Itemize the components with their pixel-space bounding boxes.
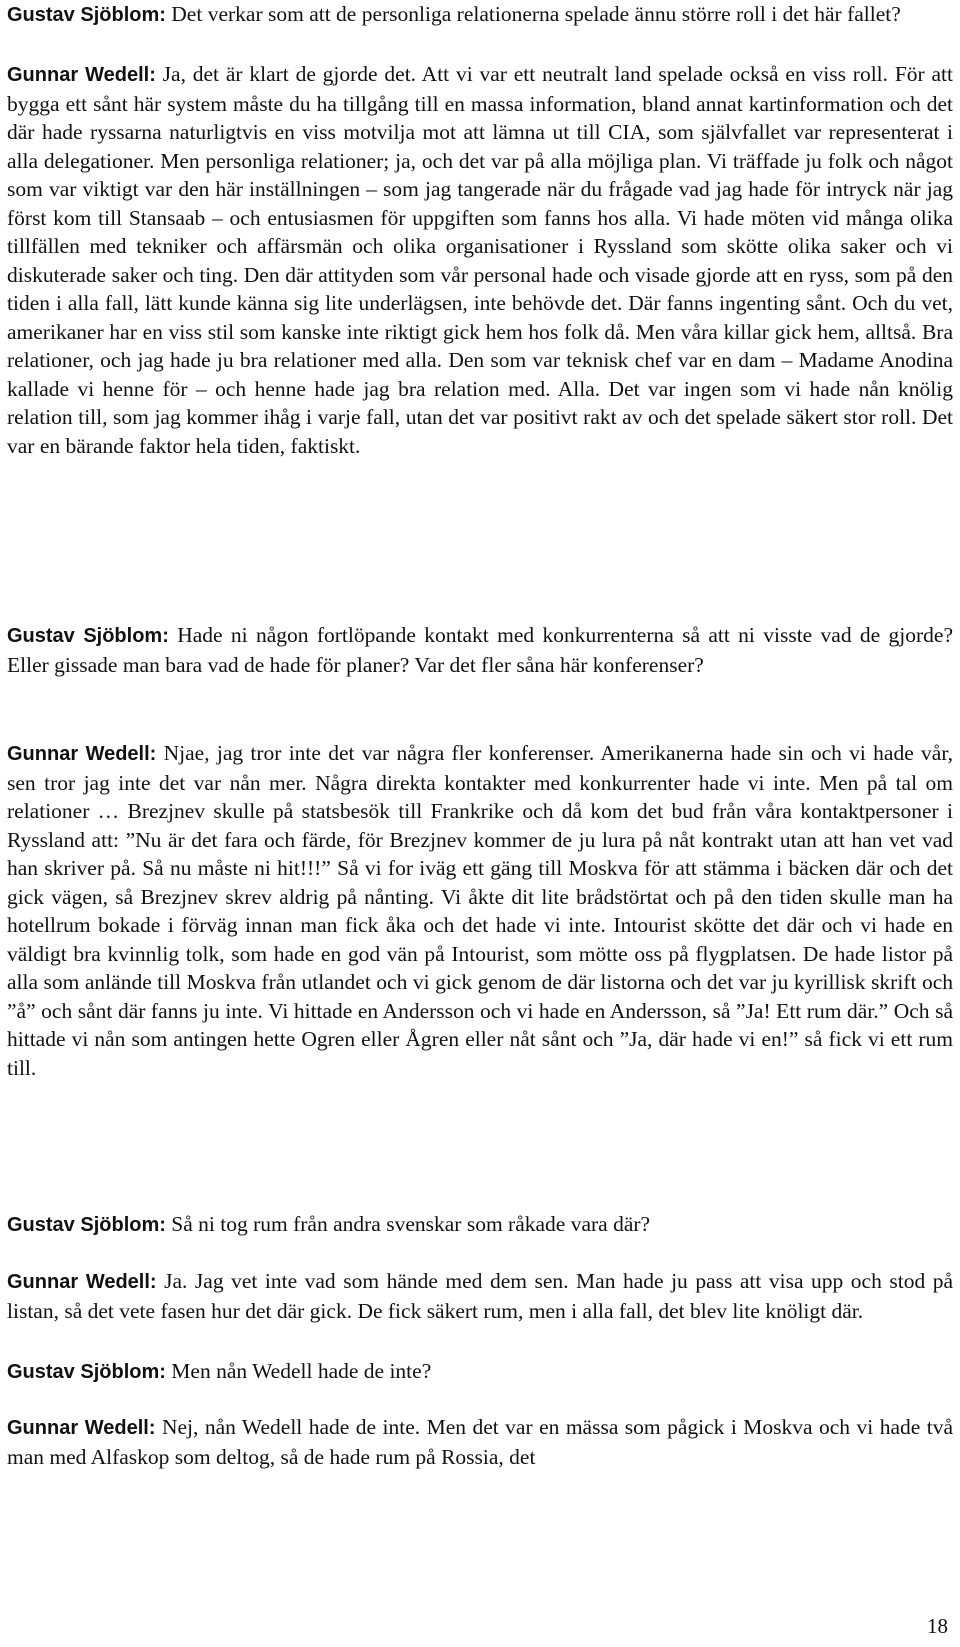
speaker-label: Gustav Sjöblom: bbox=[7, 1361, 166, 1383]
turn-text: Ja. Jag vet inte vad som hände med dem sen. Man hade ju pass att visa upp och stod på listan, så det vete fasen hur det där gick. De fick säkert rum, men i alla fall, det blev lite knöligt där. bbox=[7, 1269, 954, 1323]
turn-text: Ja, det är klart de gjorde det. Att vi var ett neutralt land spelade också en viss roll. För att bygga ett sånt här system måste du ha tillgång till en massa information, bland annat kartinformation och det där hade ryssarna naturligtvis en viss motvilja mot att lämna ut till CIA, som självfallet var representerat i alla delegationer. Men personliga relationer; ja, och det var på alla möjliga plan. Vi träffade ju folk och något som var viktigt var den här inställningen – som jag tangerade när du frågade vad jag hade för intryck när jag först kom till Stansaab – och entusiasmen för uppgiften som fanns hos alla. Vi hade möten vid många olika tillfällen med tekniker och affärsmän och olika organisationer i Ryssland som skötte olika saker och vi diskuterade saker och ting. Den där attityden som vår personal hade och visade gjorde att en ryss, som på den tiden i alla fall, lätt kunde känna sig lite underlägsen, inte behövde det. Där fanns ingenting sånt. Och du vet, amerikaner har en viss stil som kanske inte riktigt gick hem hos folk då. Men våra killar gick hem, alltså. Bra relationer, och jag hade ju bra relationer med alla. Den som var teknisk chef var en dam – Madame Anodina kallade vi henne för – och henne hade jag bra relation med. Alla. Det var ingen som vi hade nån knölig relation till, som jag kommer ihåg i varje fall, utan det var positivt rakt av och det spelade säkert stor roll. Det var en bärande faktor hela tiden, faktiskt. bbox=[7, 62, 953, 458]
speaker-label: Gunnar Wedell: bbox=[7, 1417, 156, 1439]
transcript-turn bbox=[7, 739, 953, 1082]
turn-text: Nej, nån Wedell hade de inte. Men det var en mässa som pågick i Moskva och vi hade två man med Alfaskop som deltog, så de hade rum på Rossia, det bbox=[7, 1415, 953, 1469]
turn-text: Det verkar som att de personliga relationerna spelade ännu större roll i det här fallet? bbox=[171, 2, 901, 26]
speaker-label: Gustav Sjöblom: bbox=[7, 1214, 166, 1236]
page-number: 18 bbox=[927, 1614, 948, 1638]
transcript-turn bbox=[7, 60, 953, 460]
transcript-turn bbox=[7, 1357, 431, 1387]
transcript-turn bbox=[7, 1413, 953, 1471]
transcript-turn bbox=[7, 621, 953, 679]
speaker-label: Gustav Sjöblom: bbox=[7, 625, 169, 647]
turn-text: Så ni tog rum från andra svenskar som råkade vara där? bbox=[171, 1212, 651, 1236]
turn-text: Hade ni någon fortlöpande kontakt med konkurrenterna så att ni visste vad de gjorde? Eller gissade man bara vad de hade för planer? Var det fler såna här konferenser? bbox=[7, 623, 954, 677]
transcript-turn bbox=[7, 1267, 953, 1325]
speaker-label: Gunnar Wedell: bbox=[7, 64, 156, 86]
transcript-turn bbox=[7, 0, 901, 30]
turn-text: Njae, jag tror inte det var några fler konferenser. Amerikanerna hade sin och vi hade vår, sen tror jag inte det var nån mer. Några direkta kontakter med konkurrenter hade vi inte. Men på tal om relationer … Brezjnev skulle på statsbesök till Frankrike och då kom det bud från våra kontaktpersoner i Ryssland att: ”Nu är det fara och färde, för Brezjnev kommer de ju lura på nåt kontrakt utan att han vet vad han skriver på. Så nu måste ni hit!!!” Så vi for iväg ett gäng till Moskva för att stämma i bäcken där och det gick vägen, så Brezjnev skrev aldrig på nånting. Vi åkte dit lite brådstörtat och på den tiden skulle man ha hotellrum bokade i förväg innan man fick åka och det hade vi inte. Intourist skötte det där och vi hade en väldigt bra kvinnlig tolk, som hade en god vän på Intourist, som mötte oss på flygplatsen. De hade listor på alla som anlände till Moskva från utlandet och vi gick genom de där listorna och det var ju kyrillisk skrift och ”å” och sånt där fanns ju inte. Vi hittade en Andersson och vi hade en Andersson, så ”Ja! Ett rum där.” Och så hittade vi nån som antingen hette Ogren eller Ågren eller nåt sånt och ”Ja, där hade vi en!” så fick vi ett rum till. bbox=[7, 741, 954, 1080]
turn-text: Men nån Wedell hade de inte? bbox=[171, 1359, 432, 1383]
speaker-label: Gunnar Wedell: bbox=[7, 743, 157, 765]
speaker-label: Gunnar Wedell: bbox=[7, 1271, 157, 1293]
transcript-turn bbox=[7, 1210, 650, 1240]
speaker-label: Gustav Sjöblom: bbox=[7, 4, 166, 26]
